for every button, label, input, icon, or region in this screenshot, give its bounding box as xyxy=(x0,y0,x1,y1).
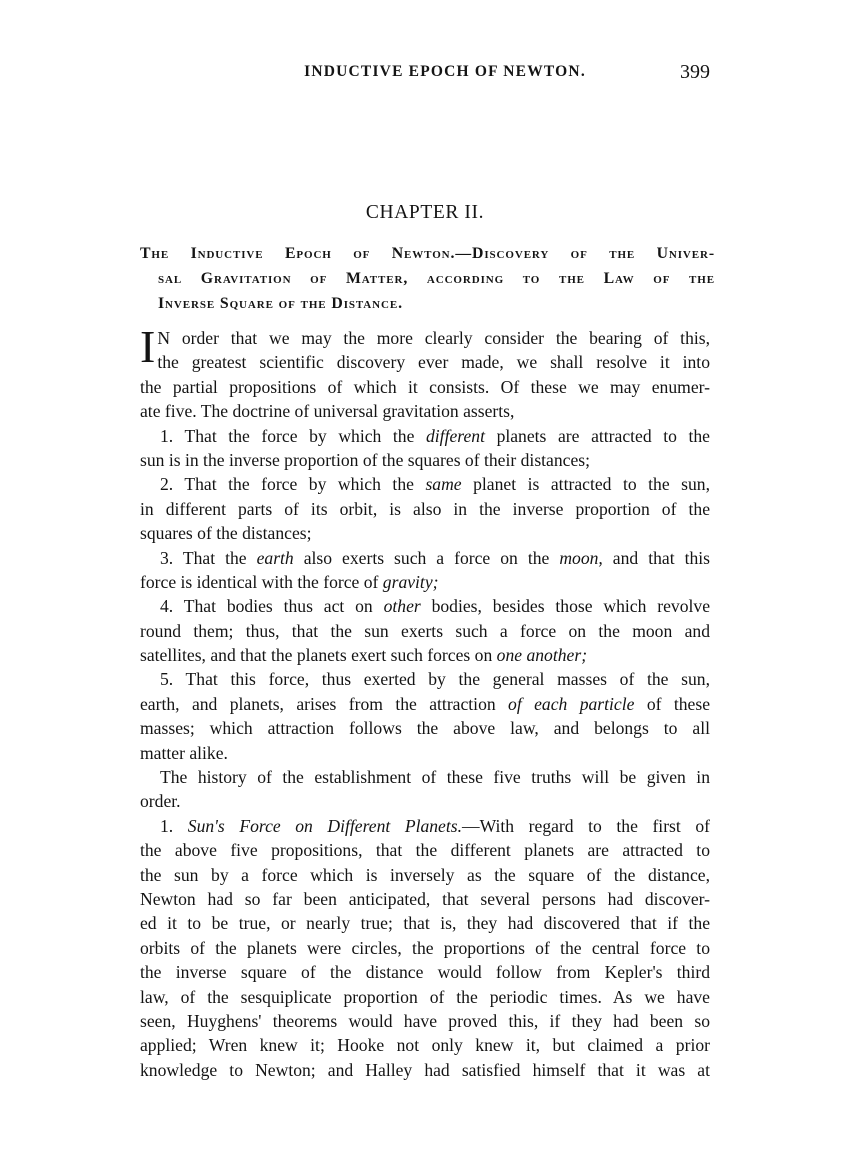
text-run: planet is attracted to the sun, xyxy=(461,474,710,495)
drop-cap: I xyxy=(140,321,156,372)
text-run: planets are attracted to the xyxy=(484,425,710,446)
chapter-title-line: Inverse Square of the Distance. xyxy=(158,295,403,312)
opening-paragraph-start xyxy=(140,321,710,375)
italic-text: moon, xyxy=(559,547,603,568)
text-line: the sun by a force which is inversely as the square of the distance, xyxy=(140,864,710,885)
text-run: bodies, besides those which revolve xyxy=(420,596,711,617)
text-line xyxy=(140,643,710,667)
chapter-heading: CHAPTER II. xyxy=(365,202,485,223)
text-line: order. xyxy=(140,791,181,812)
text-line: sun is in the inverse proportion of the squares of their distances; xyxy=(140,449,591,470)
text-run: 1. xyxy=(160,815,188,836)
text-line xyxy=(140,692,710,716)
running-title: INDUCTIVE EPOCH OF NEWTON. xyxy=(304,63,586,80)
text-line: orbits of the planets were circles, the proportions of the central force to xyxy=(140,937,710,958)
text-line: ate five. The doctrine of universal gravitation asserts, xyxy=(140,401,515,422)
italic-text: gravity; xyxy=(382,571,439,592)
chapter-title-line: The Inductive Epoch of Newton.—Discovery of the Univer- xyxy=(140,245,715,262)
text-line: N order that we may the more clearly consider the bearing of this, xyxy=(157,328,710,348)
italic-text: one another; xyxy=(496,645,588,666)
italic-text: earth xyxy=(256,547,294,568)
text-line: 5. That this force, thus exerted by the general masses of the sun, xyxy=(160,669,710,690)
text-run: of these xyxy=(634,693,711,714)
text-line: knowledge to Newton; and Halley had satisfied himself that it was at xyxy=(140,1059,710,1080)
running-head xyxy=(140,61,710,87)
text-line: the greatest scientific discovery ever made, we shall resolve it into xyxy=(157,352,710,373)
text-run: satellites, and that the planets exert such forces on xyxy=(140,645,497,666)
text-run: force is identical with the force of xyxy=(140,571,383,592)
text-line: round them; thus, that the sun exerts such a force on the moon and xyxy=(140,620,710,641)
text-run: 3. That the xyxy=(160,547,257,568)
chapter-title xyxy=(140,241,715,316)
text-lines xyxy=(140,375,710,1082)
text-run: earth, and planets, arises from the attraction xyxy=(140,693,509,714)
text-line: seen, Huyghens' theorems would have proved this, if they had been so xyxy=(140,1010,710,1031)
text-run: also exerts such a force on the xyxy=(293,547,560,568)
text-run: and that this xyxy=(602,547,710,568)
text-line xyxy=(140,546,710,570)
text-line xyxy=(140,472,710,496)
text-line: masses; which attraction follows the above law, and belongs to all xyxy=(140,718,710,739)
text-line: the inverse square of the distance would follow from Kepler's third xyxy=(140,962,710,983)
text-line: the above five propositions, that the different planets are attracted to xyxy=(140,840,710,861)
italic-text: other xyxy=(383,596,421,617)
text-run: —With regard to the first of xyxy=(462,815,711,836)
text-run: 4. That bodies thus act on xyxy=(160,596,384,617)
text-line: law, of the sesquiplicate proportion of the periodic times. As we have xyxy=(140,986,710,1007)
text-line xyxy=(140,814,710,838)
italic-text: Sun's Force on Different Planets. xyxy=(187,815,463,836)
text-line: the partial propositions of which it consists. Of these we may enumer- xyxy=(140,376,710,397)
text-line: in different parts of its orbit, is also in the inverse proportion of the xyxy=(140,498,710,519)
text-line xyxy=(140,424,710,448)
text-line: Newton had so far been anticipated, that several persons had discover- xyxy=(140,888,710,909)
text-run: 2. That the force by which the xyxy=(160,474,426,495)
text-line xyxy=(140,570,710,594)
text-line: applied; Wren knew it; Hooke not only knew it, but claimed a prior xyxy=(140,1035,710,1056)
text-line: squares of the distances; xyxy=(140,523,312,544)
italic-text: same xyxy=(425,474,462,495)
text-line: ed it to be true, or nearly true; that is, they had discovered that if the xyxy=(140,913,710,934)
body-text xyxy=(140,321,711,1082)
italic-text: different xyxy=(426,425,485,446)
page-number: 399 xyxy=(680,61,710,83)
text-run: 1. That the force by which the xyxy=(160,425,426,446)
italic-text: of each particle xyxy=(508,693,635,714)
text-line: The history of the establishment of these five truths will be given in xyxy=(160,767,710,788)
text-line xyxy=(140,594,710,618)
text-line: matter alike. xyxy=(140,742,228,763)
chapter-title-line: sal Gravitation of Matter, according to the Law of the xyxy=(158,270,715,287)
